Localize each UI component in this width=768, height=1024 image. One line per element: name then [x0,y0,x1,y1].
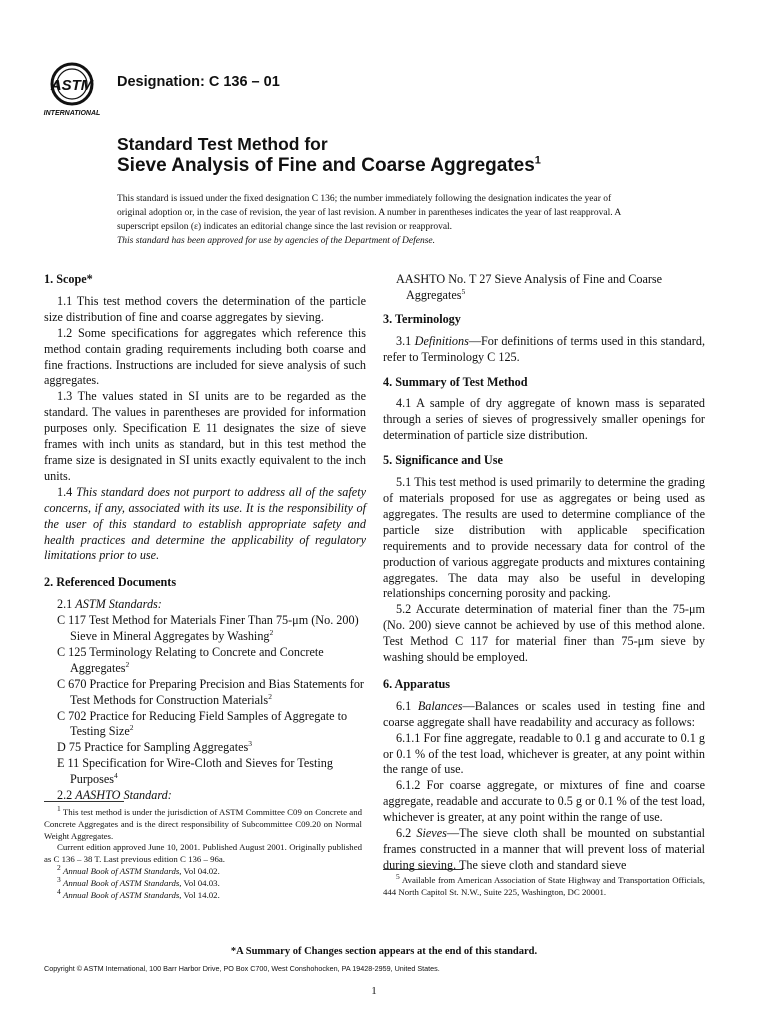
footnote-rule-left [44,801,124,802]
footnote-5: $^5$ Available from American Association of State Highway and Transportation Officials, 444 North Capitol St. N.W., Suite 225, Washington, DC 20001. [383,872,706,897]
heading-apparatus: 6. Apparatus [383,676,451,691]
logo-subtext: INTERNATIONAL [43,110,101,117]
ref-c702: C 702 Practice for Reducing Field Samples of Aggregate to Testing Size$^2$ [57,708,348,739]
logo-text: ASTM [50,77,94,94]
para-1-3: 1.3 The values stated in SI units are to be regarded as the standard. The values in parentheses are provided for information purposes only. Specification E 11 designates the size of sieve frames with inch units as standard, but in this test method the frame size is designated in SI units exactly equivalent to the inch units. [44,389,366,483]
heading-significance: 5. Significance and Use [383,453,503,468]
designation: Designation: C 136 – 01 [117,74,280,90]
footnotes-right [383,872,706,899]
ref-e11: E 11 Specification for Wire-Cloth and Sieves for Testing Purposes$^4$ [57,756,333,787]
document-title [117,134,737,176]
footnote-1b: Current edition approved June 10, 2001. Published August 2001. Originally published as C 136 – 38 T. Last previous edition C 136 – 96a. [44,842,362,865]
right-column [383,272,705,874]
para-1-4: 1.4 This standard does not purport to address all of the safety concerns, if any, associated with its use. It is the responsibility of the user of this standard to establish appropriate safety and health practices and determine the applicability of regulatory limitations prior to use. [44,484,366,563]
title-footnote-mark: 1 [534,154,541,167]
footnote-rule-right [383,869,463,870]
heading-summary: 4. Summary of Test Method [383,374,528,389]
para-2-2: 2.2 AASHTO Standard: [57,788,172,803]
title-line-1: Standard Test Method for [117,134,328,154]
heading-scope: 1. Scope* [44,272,93,286]
page-number: 1 [371,985,377,997]
ref-c670: C 670 Practice for Preparing Precision and Bias Statements for Test Methods for Construction Materials$^2$ [57,676,364,707]
para-2-1: 2.1 ASTM Standards: [57,597,162,612]
para-6-2: 6.2 Sieves—The sieve cloth shall be mounted on substantial frames constructed in a manner that will prevent loss of material during sieving. The sieve cloth and standard sieve [383,826,706,872]
para-1-1: 1.1 This test method covers the determination of the particle size distribution of fine and coarse aggregates by sieving. [44,293,366,324]
copyright-line: Copyright © ASTM International, 100 Barr Harbor Drive, PO Box C700, West Conshohocken, PA 19428-2959, United States. [44,964,440,973]
para-4-1: 4.1 A sample of dry aggregate of known mass is separated through a series of sieves of progressively smaller openings for determination of particle size distribution. [383,396,705,443]
ref-d75: D 75 Practice for Sampling Aggregates$^3$ [57,739,252,755]
para-5-2: 5.2 Accurate determination of material finer than the 75-μm (No. 200) sieve cannot be achieved by use of this method alone. Test Method C 117 for material finer than 75-μm sieve by washing should be employed. [383,602,705,665]
astm-logo [32,60,112,120]
approval-note: This standard has been approved for use by agencies of the Department of Defense. [117,236,436,246]
footnote-3: $^3$ Annual Book of ASTM Standards, Vol 04.03. [57,874,220,888]
footnote-2: $^2$ Annual Book of ASTM Standards, Vol 04.02. [57,863,220,876]
ref-aashto-t27: AASHTO No. T 27 Sieve Analysis of Fine and Coarse Aggregates$^5$ [396,272,663,302]
preamble-text: This standard is issued under the fixed designation C 136; the number immediately following the designation indicates the year of original adoption or, in the case of revision, the year of last revision. A number in parentheses indicates the year of last reapproval. A superscript epsilon (ε) indicates an editorial change since the last revision or reapproval. [117,194,621,233]
para-1-2: 1.2 Some specifications for aggregates which reference this method contain grading requirements including both coarse and fine fractions. Instructions are included for sieve analysis of such aggregates. [44,325,366,388]
para-6-1: 6.1 Balances—Balances or scales used in testing fine and coarse aggregate shall have readability and accuracy as follows: [383,698,706,729]
left-column [44,272,366,804]
footnote-4: $^4$ Annual Book of ASTM Standards, Vol 14.02. [57,886,220,900]
footnotes-left [44,804,362,901]
para-6-1-1: 6.1.1 For fine aggregate, readable to 0.1 g and accurate to 0.1 g or 0.1 % of the test load, whichever is greater, at any point within the range of use. [383,730,705,777]
title-line-2: Sieve Analysis of Fine and Coarse Aggregates$^1$ [117,154,541,176]
para-5-1: 5.1 This test method is used primarily to determine the grading of materials proposed for use as aggregates or being used as aggregates. The results are used to determine compliance of the particle size distribution with applicable specification requirements and to provide necessary data for control of the production of various aggregate products and mixtures containing aggregates. The data may also be useful in developing relationships concerning porosity and packing. [383,475,705,601]
para-6-1-2: 6.1.2 For coarse aggregate, or mixtures of fine and coarse aggregate, readable and accurate to 0.5 g or 0.1 % of the test load, whichever is greater, at any point within the range of use. [383,778,705,825]
ref-c117: C 117 Test Method for Materials Finer Than 75-μm (No. 200) Sieve in Mineral Aggregates by Washing$^2$ [57,613,359,644]
para-3-1: 3.1 Definitions—For definitions of terms used in this standard, refer to Terminology C 125. [383,333,705,364]
heading-terminology: 3. Terminology [383,311,461,326]
summary-of-changes-note: *A Summary of Changes section appears at the end of this standard. [230,946,538,957]
heading-referenced-documents: 2. Referenced Documents [44,575,177,590]
ref-c125: C 125 Terminology Relating to Concrete and Concrete Aggregates$^2$ [57,644,324,675]
footnote-1: $^1$ This test method is under the jurisdiction of ASTM Committee C09 on Concrete and Concrete Aggregates and is the direct responsibility of Subcommittee C09.20 on Normal Weight Aggregates. [44,804,362,841]
